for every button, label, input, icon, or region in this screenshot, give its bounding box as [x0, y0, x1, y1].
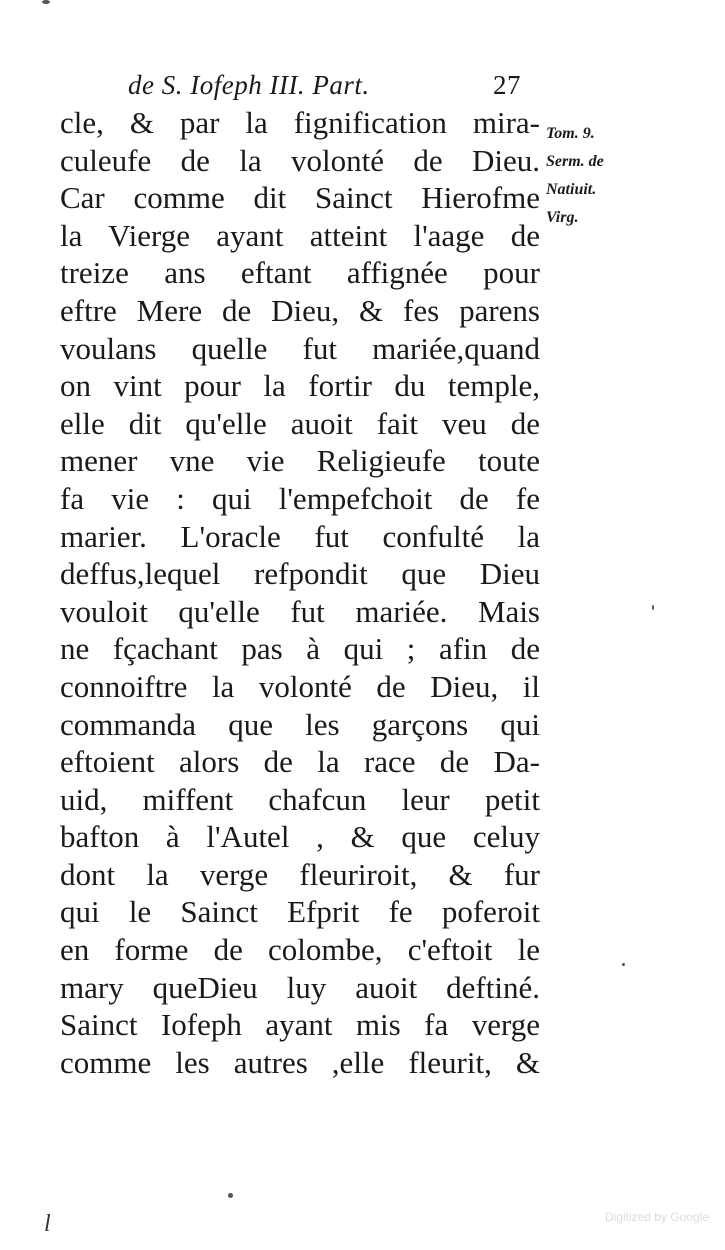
- ink-speck: [652, 605, 654, 610]
- body-text: [60, 104, 540, 1081]
- page-number: 27: [493, 70, 521, 100]
- text-line: marier. L'oracle fut confulté la: [60, 518, 540, 554]
- ink-speck: [622, 963, 625, 966]
- text-line: comme les autres ,elle fleurit, &: [60, 1044, 540, 1080]
- text-line: deffus,lequel refpondit que Dieu: [60, 556, 540, 592]
- ink-speck: [228, 1193, 233, 1198]
- margin-note-line: Natiuit.: [546, 181, 597, 198]
- text-line: ne fçachant pas à qui ; afin de: [60, 631, 540, 667]
- margin-note-line: Tom. 9.: [546, 125, 595, 142]
- text-line: uid, miffent chafcun leur petit: [60, 781, 540, 817]
- text-line: dont la verge fleuriroit, & fur: [60, 856, 540, 892]
- text-line: qui le Sainct Efprit fe poferoit: [60, 894, 540, 930]
- text-line: bafton à l'Autel , & que celuy: [60, 819, 540, 855]
- text-line: commanda que les garçons qui: [60, 706, 540, 742]
- text-line: fa vie : qui l'empefchoit de fe: [60, 480, 540, 516]
- text-line: mener vne vie Religieufe toute: [60, 443, 540, 479]
- text-line: culeufe de la volonté de Dieu.: [60, 142, 540, 178]
- corner-mark: l: [44, 1211, 51, 1237]
- text-line: Sainct Iofeph ayant mis fa verge: [60, 1007, 540, 1043]
- text-line: eftre Mere de Dieu, & fes parens: [60, 292, 540, 328]
- text-line: cle, & par la fignification mira-: [60, 105, 540, 140]
- watermark: Digitized by Google: [604, 1210, 709, 1224]
- text-line: mary queDieu luy auoit deftiné.: [60, 969, 540, 1005]
- text-line: vouloit qu'elle fut mariée. Mais: [60, 593, 540, 629]
- text-line: voulans quelle fut mariée,quand: [60, 330, 540, 366]
- margin-note: [546, 120, 661, 232]
- text-line: en forme de colombe, c'eftoit le: [60, 932, 540, 968]
- text-line: la Vierge ayant atteint l'aage de: [60, 217, 540, 253]
- text-line: treize ans eftant affignée pour: [60, 255, 540, 291]
- text-line: connoiftre la volonté de Dieu, il: [60, 668, 540, 704]
- margin-note-line: Serm. de: [546, 153, 604, 170]
- text-line: elle dit qu'elle auoit fait veu de: [60, 405, 540, 441]
- text-line: on vint pour la fortir du temple,: [60, 368, 540, 404]
- text-line: eftoient alors de la race de Da-: [60, 744, 540, 780]
- margin-note-line: Virg.: [546, 209, 579, 226]
- text-line: Car comme dit Sainct Hierofme: [60, 180, 540, 216]
- running-title: de S. Iofeph III. Part.: [128, 70, 370, 100]
- ink-speck: [42, 0, 50, 4]
